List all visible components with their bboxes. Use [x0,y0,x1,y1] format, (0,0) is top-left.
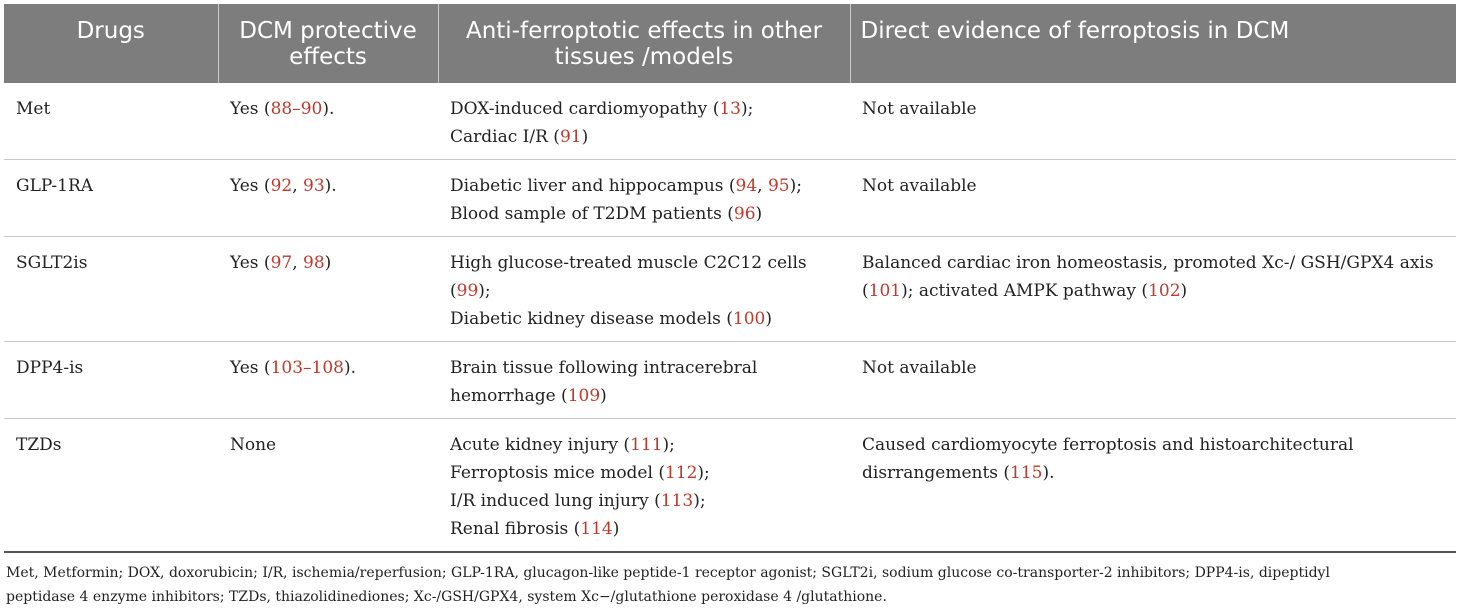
table-row [4,419,1456,553]
reference-link[interactable]: 91 [559,127,582,147]
cell-drug: DPP4-is [4,342,218,419]
header-drugs: Drugs [4,4,218,83]
reference-link[interactable]: 100 [732,309,766,329]
reference-link[interactable]: 93 [303,176,325,196]
table-row [4,160,1456,237]
cell-direct: Balanced cardiac iron homeostasis, promoted Xc-/ GSH/GPX4 axis (101); activated AMPK pathway (102) [850,237,1456,342]
cell-dcm: Yes (97, 98) [218,237,438,342]
header-row [4,4,1456,83]
cell-drug: GLP-1RA [4,160,218,237]
table-row [4,237,1456,342]
reference-link[interactable]: 96 [733,204,756,224]
cell-dcm: Yes (88–90). [218,83,438,160]
cell-drug: Met [4,83,218,160]
reference-link[interactable]: 109 [567,386,601,406]
cell-dcm: Yes (92, 93). [218,160,438,237]
reference-link[interactable]: 13 [719,99,741,119]
cell-anti: High glucose-treated muscle C2C12 cells (99); Diabetic kidney disease models (100) [438,237,850,342]
cell-drug: TZDs [4,419,218,553]
cell-dcm: None [218,419,438,553]
reference-link[interactable]: 97 [270,253,293,273]
reference-link[interactable]: 88–90 [270,99,323,119]
reference-link[interactable]: 101 [868,281,902,301]
reference-link[interactable]: 114 [580,519,613,539]
cell-direct: Not available [850,342,1456,419]
reference-link[interactable]: 113 [660,491,694,511]
cell-anti: Brain tissue following intracerebral hemorrhage (109) [438,342,850,419]
reference-link[interactable]: 92 [270,176,293,196]
cell-anti: Acute kidney injury (111); Ferroptosis mice model (112); I/R induced lung injury (113); Renal fibrosis (114) [438,419,850,553]
table-row [4,342,1456,419]
table-row [4,83,1456,160]
footnote-line: peptidase 4 enzyme inhibitors; TZDs, thiazolidinediones; Xc-/GSH/GPX4, system Xc−/glutathione peroxidase 4 /glutathione. [6,589,887,605]
cell-direct: Not available [850,160,1456,237]
header-dcm-protective: DCM protective effects [218,4,438,83]
header-anti-ferroptotic: Anti-ferroptotic effects in other tissues /models [438,4,850,83]
reference-link[interactable]: 94 [735,176,758,196]
header-direct-evidence: Direct evidence of ferroptosis in DCM [850,4,1456,83]
reference-link[interactable]: 102 [1148,281,1181,301]
cell-dcm: Yes (103–108). [218,342,438,419]
reference-link[interactable]: 98 [303,253,325,273]
cell-drug: SGLT2is [4,237,218,342]
table-footnote [6,561,1446,609]
reference-link[interactable]: 115 [1010,463,1043,483]
reference-link[interactable]: 99 [456,281,479,301]
cell-anti: DOX-induced cardiomyopathy (13); Cardiac I/R (91) [438,83,850,160]
reference-link[interactable]: 103–108 [270,358,344,378]
reference-link[interactable]: 111 [630,435,663,455]
cell-direct: Not available [850,83,1456,160]
reference-link[interactable]: 95 [767,176,790,196]
footnote-line: Met, Metformin; DOX, doxorubicin; I/R, ischemia/reperfusion; GLP-1RA, glucagon-like peptide-1 receptor agonist; SGLT2i, sodium glucose co-transporter-2 inhibitors; DPP4-is, dipeptidyl [6,565,1330,581]
reference-link[interactable]: 112 [664,463,698,483]
drugs-table [4,4,1456,553]
cell-anti: Diabetic liver and hippocampus (94, 95); Blood sample of T2DM patients (96) [438,160,850,237]
cell-direct: Caused cardiomyocyte ferroptosis and histoarchitectural disrrangements (115). [850,419,1456,553]
